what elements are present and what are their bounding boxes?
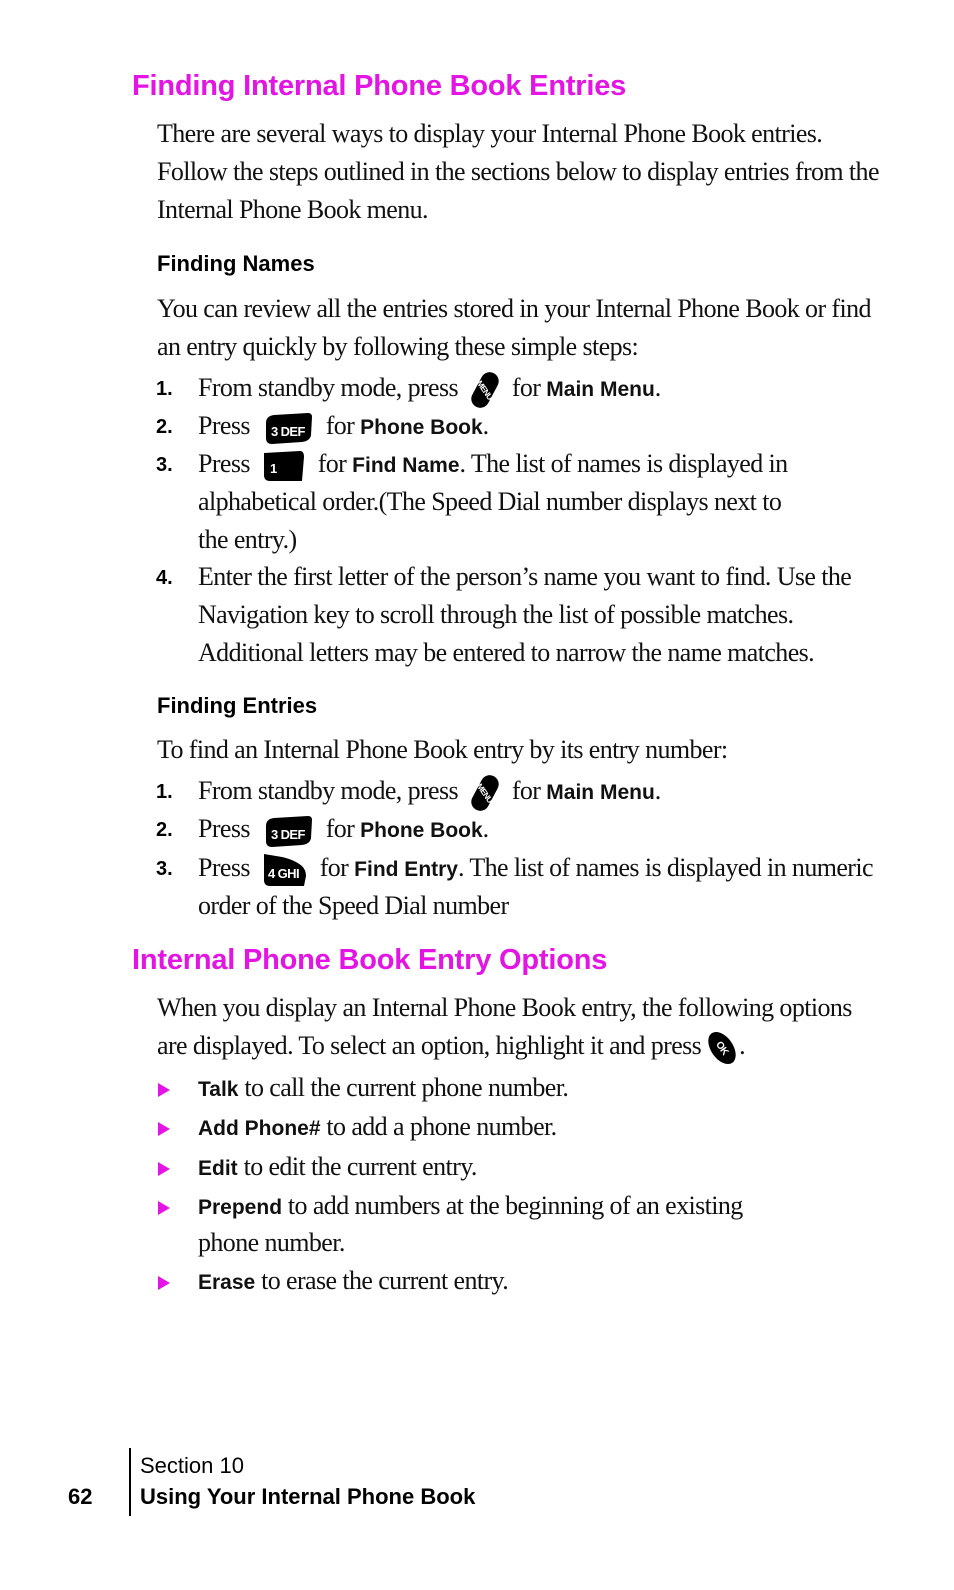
svg-text:3 DEF: 3 DEF — [270, 424, 305, 440]
bullet-triangle-icon — [158, 1201, 170, 1215]
svg-text:1: 1 — [269, 461, 277, 477]
footer-section: Section 10 — [140, 1453, 244, 1478]
subsection-title-names: Finding Names — [157, 251, 315, 276]
page-number: 62 — [68, 1484, 93, 1509]
key-4-ghi-icon — [262, 852, 308, 888]
bullet-triangle-icon — [158, 1122, 170, 1136]
key-3-def-icon — [262, 814, 314, 848]
ok-key-icon — [705, 1028, 739, 1068]
names-intro: You can review all the entries stored in your Internal Phone Book or find an entry quickly by following these simple steps: — [157, 294, 871, 361]
bullet-triangle-icon — [158, 1083, 170, 1097]
svg-text:OK: OK — [713, 1039, 731, 1058]
svg-text:MENU: MENU — [474, 379, 495, 402]
svg-text:3 DEF: 3 DEF — [270, 827, 305, 843]
options-intro: When you display an Internal Phone Book entry, the following options are displayed. To select an option, highlight it and press OK . — [157, 989, 887, 1068]
menu-key-icon — [470, 772, 500, 814]
key-1-icon — [262, 449, 306, 483]
section-title-finding: Finding Internal Phone Book Entries — [132, 70, 627, 102]
footer-divider — [129, 1448, 131, 1516]
menu-key-icon — [470, 369, 500, 411]
svg-text:4 GHI: 4 GHI — [267, 866, 299, 882]
subsection-title-entries: Finding Entries — [157, 693, 318, 718]
key-3-def-icon — [262, 411, 314, 445]
bullet-triangle-icon — [158, 1276, 170, 1290]
entries-intro: To find an Internal Phone Book entry by its entry number: — [157, 735, 728, 764]
bullet-triangle-icon — [158, 1162, 170, 1176]
section-title-options: Internal Phone Book Entry Options — [132, 944, 608, 976]
finding-intro: There are several ways to display your Internal Phone Book entries. Follow the steps outlined in the sections below to display entries from the Internal Phone Book menu. — [157, 119, 879, 224]
svg-text:MENU: MENU — [474, 782, 495, 805]
footer-chapter-title: Using Your Internal Phone Book — [140, 1484, 476, 1509]
